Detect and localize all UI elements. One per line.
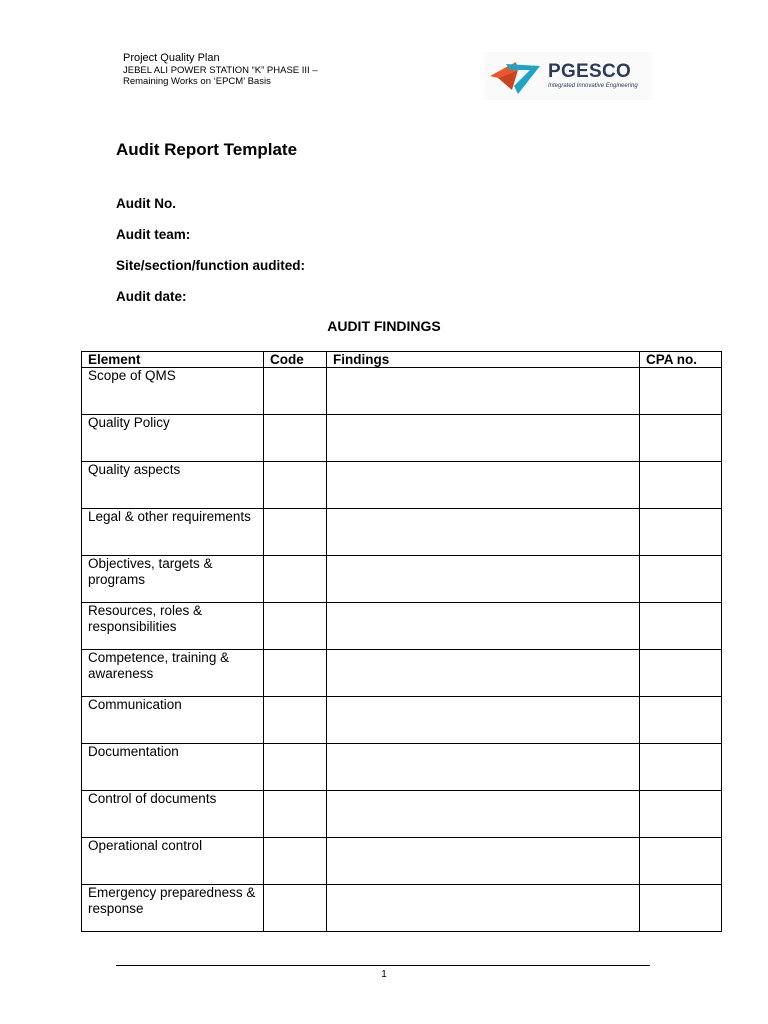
- element-cell: Quality Policy: [82, 415, 264, 462]
- findings-cell[interactable]: [327, 744, 640, 791]
- audit-findings-table: [81, 351, 722, 932]
- code-cell[interactable]: [264, 509, 327, 556]
- document-title: Audit Report Template: [116, 140, 298, 159]
- cpa-cell[interactable]: [640, 556, 722, 603]
- code-cell[interactable]: [264, 885, 327, 932]
- table-row: [82, 368, 722, 415]
- cpa-cell[interactable]: [640, 415, 722, 462]
- audit-team-label: Audit team:: [116, 227, 191, 242]
- table-row: [82, 791, 722, 838]
- findings-cell[interactable]: [327, 697, 640, 744]
- code-cell[interactable]: [264, 462, 327, 509]
- column-header-cpa-no: CPA no.: [640, 352, 722, 368]
- logo-tagline: Integrated Innovative Engineering: [548, 83, 638, 89]
- audit-no-label: Audit No.: [116, 196, 176, 211]
- table-row: [82, 556, 722, 603]
- findings-cell[interactable]: [327, 415, 640, 462]
- audit-date-label: Audit date:: [116, 289, 187, 304]
- table-row: [82, 462, 722, 509]
- code-cell[interactable]: [264, 838, 327, 885]
- code-cell[interactable]: [264, 744, 327, 791]
- table-row: [82, 509, 722, 556]
- cpa-cell[interactable]: [640, 697, 722, 744]
- table-row: [82, 697, 722, 744]
- table-row: [82, 603, 722, 650]
- document-header: [123, 52, 318, 87]
- pgesco-logo-icon: [488, 56, 544, 96]
- cpa-cell[interactable]: [640, 744, 722, 791]
- cpa-cell[interactable]: [640, 603, 722, 650]
- code-cell[interactable]: [264, 697, 327, 744]
- code-cell[interactable]: [264, 650, 327, 697]
- element-cell: Operational control: [82, 838, 264, 885]
- findings-cell[interactable]: [327, 791, 640, 838]
- cpa-cell[interactable]: [640, 368, 722, 415]
- element-cell: Emergency preparedness & response: [82, 885, 264, 932]
- column-header-findings: Findings: [327, 352, 640, 368]
- header-scope: Remaining Works on ‘EPCM’ Basis: [123, 76, 271, 87]
- element-cell: Quality aspects: [82, 462, 264, 509]
- cpa-cell[interactable]: [640, 791, 722, 838]
- table-row: [82, 415, 722, 462]
- column-header-code: Code: [264, 352, 327, 368]
- header-station: JEBEL ALI POWER STATION “K” PHASE III –: [123, 65, 318, 76]
- site-audited-label: Site/section/function audited:: [116, 258, 306, 273]
- findings-cell[interactable]: [327, 462, 640, 509]
- page-number: 1: [381, 969, 387, 980]
- findings-cell[interactable]: [327, 556, 640, 603]
- code-cell[interactable]: [264, 368, 327, 415]
- element-cell: Communication: [82, 697, 264, 744]
- pgesco-logo: [484, 52, 652, 100]
- table-header-row: [82, 352, 722, 368]
- header-project-plan: Project Quality Plan: [123, 52, 220, 64]
- column-header-element: Element: [82, 352, 264, 368]
- element-cell: Documentation: [82, 744, 264, 791]
- cpa-cell[interactable]: [640, 650, 722, 697]
- element-cell: Objectives, targets & programs: [82, 556, 264, 603]
- findings-cell[interactable]: [327, 368, 640, 415]
- cpa-cell[interactable]: [640, 462, 722, 509]
- audit-findings-heading: AUDIT FINDINGS: [327, 318, 441, 334]
- element-cell: Control of documents: [82, 791, 264, 838]
- table-row: [82, 744, 722, 791]
- element-cell: Legal & other requirements: [82, 509, 264, 556]
- code-cell[interactable]: [264, 791, 327, 838]
- cpa-cell[interactable]: [640, 885, 722, 932]
- element-cell: Resources, roles & responsibilities: [82, 603, 264, 650]
- findings-cell[interactable]: [327, 885, 640, 932]
- code-cell[interactable]: [264, 415, 327, 462]
- footer-divider: [116, 965, 650, 966]
- element-cell: Scope of QMS: [82, 368, 264, 415]
- table-row: [82, 650, 722, 697]
- table-row: [82, 838, 722, 885]
- cpa-cell[interactable]: [640, 509, 722, 556]
- findings-cell[interactable]: [327, 603, 640, 650]
- cpa-cell[interactable]: [640, 838, 722, 885]
- findings-cell[interactable]: [327, 838, 640, 885]
- element-cell: Competence, training & awareness: [82, 650, 264, 697]
- table-row: [82, 885, 722, 932]
- code-cell[interactable]: [264, 556, 327, 603]
- code-cell[interactable]: [264, 603, 327, 650]
- findings-cell[interactable]: [327, 509, 640, 556]
- findings-cell[interactable]: [327, 650, 640, 697]
- logo-name: PGESCO: [548, 61, 632, 82]
